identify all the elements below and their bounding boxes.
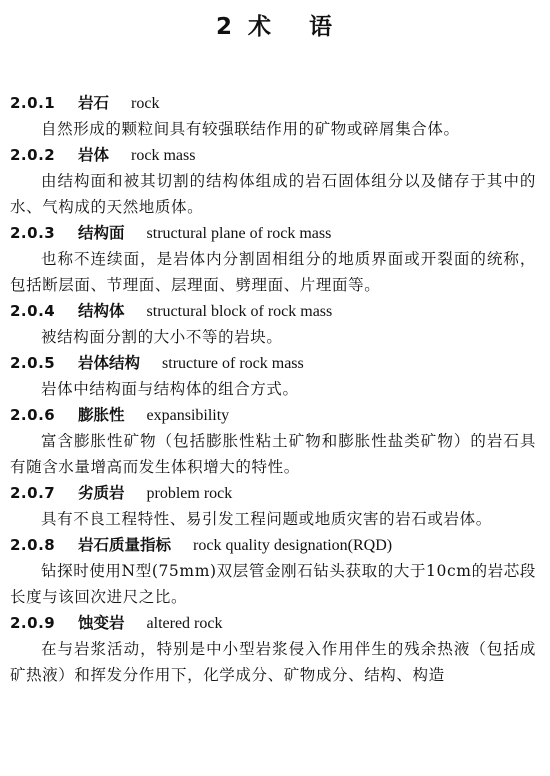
- term-chinese: 岩石: [78, 93, 110, 112]
- term-number: 2.0.8: [10, 536, 56, 554]
- term-definition: 也称不连续面，是岩体内分割固相组分的地质界面或开裂面的统称，包括断层面、节理面、层理面、劈理面、片理面等。: [10, 250, 536, 294]
- term-entry: [10, 532, 536, 610]
- term-definition: 岩体中结构面与结构体的组合方式。: [41, 380, 299, 398]
- term-header: [10, 298, 536, 324]
- term-header: [10, 142, 536, 168]
- term-header: [10, 532, 536, 558]
- term-header: [10, 220, 536, 246]
- chapter-number: 2: [215, 14, 234, 40]
- term-english: rock mass: [131, 147, 196, 164]
- term-chinese: 膨胀性: [78, 405, 125, 424]
- term-definition: 富含膨胀性矿物（包括膨胀性粘土矿物和膨胀性盐类矿物）的岩石具有随含水量增高而发生体积增大的特性。: [10, 432, 536, 476]
- term-chinese: 岩体: [78, 145, 110, 164]
- term-definition: 具有不良工程特性、易引发工程问题或地质灾害的岩石或岩体。: [41, 510, 492, 528]
- term-english: expansibility: [146, 407, 230, 424]
- term-chinese: 岩体结构: [78, 353, 141, 372]
- term-definition: 被结构面分割的大小不等的岩块。: [41, 328, 283, 346]
- term-english: problem rock: [146, 485, 233, 502]
- term-number: 2.0.4: [10, 302, 56, 320]
- term-entry: [10, 298, 536, 350]
- chapter-heading: [0, 8, 550, 41]
- term-number: 2.0.7: [10, 484, 56, 502]
- term-english: structure of rock mass: [162, 355, 304, 372]
- term-chinese: 蚀变岩: [78, 613, 125, 632]
- term-number: 2.0.6: [10, 406, 56, 424]
- term-number: 2.0.1: [10, 94, 56, 112]
- term-header: [10, 90, 536, 116]
- term-definition: 在与岩浆活动，特别是中小型岩浆侵入作用伴生的残余热液（包括成矿热液）和挥发分作用下，化学成分、矿物成分、结构、构造: [10, 640, 536, 684]
- term-chinese: 劣质岩: [78, 483, 125, 502]
- term-number: 2.0.3: [10, 224, 56, 242]
- term-header: [10, 350, 536, 376]
- term-english: structural block of rock mass: [146, 303, 333, 320]
- term-number: 2.0.9: [10, 614, 56, 632]
- term-number: 2.0.5: [10, 354, 56, 372]
- term-english: rock: [131, 95, 160, 112]
- term-header: [10, 610, 536, 636]
- term-entry: [10, 402, 536, 480]
- term-entry: [10, 610, 536, 688]
- chapter-title-first-char: 术: [248, 13, 273, 40]
- term-entry: [10, 220, 536, 298]
- term-header: [10, 480, 536, 506]
- term-entry: [10, 350, 536, 402]
- term-definition: 由结构面和被其切割的结构体组成的岩石固体组分以及储存于其中的水、气构成的天然地质体。: [10, 172, 536, 216]
- term-header: [10, 402, 536, 428]
- term-chinese: 结构面: [78, 223, 125, 242]
- term-definition: 自然形成的颗粒间具有较强联结作用的矿物或碎屑集合体。: [41, 120, 460, 138]
- chapter-title-second-char: 语: [309, 13, 334, 40]
- term-chinese: 岩石质量指标: [78, 535, 172, 554]
- term-definition: 钻探时使用N型(75mm)双层管金刚石钻头获取的大于10cm的岩芯段长度与该回次进尺之比。: [10, 562, 536, 606]
- term-number: 2.0.2: [10, 146, 56, 164]
- term-entry: [10, 480, 536, 532]
- term-entry: [10, 142, 536, 220]
- term-chinese: 结构体: [78, 301, 125, 320]
- term-english: rock quality designation(RQD): [193, 537, 393, 554]
- term-entry: [10, 90, 536, 142]
- terms-list: [10, 90, 536, 688]
- term-english: structural plane of rock mass: [146, 225, 332, 242]
- term-english: altered rock: [146, 615, 223, 632]
